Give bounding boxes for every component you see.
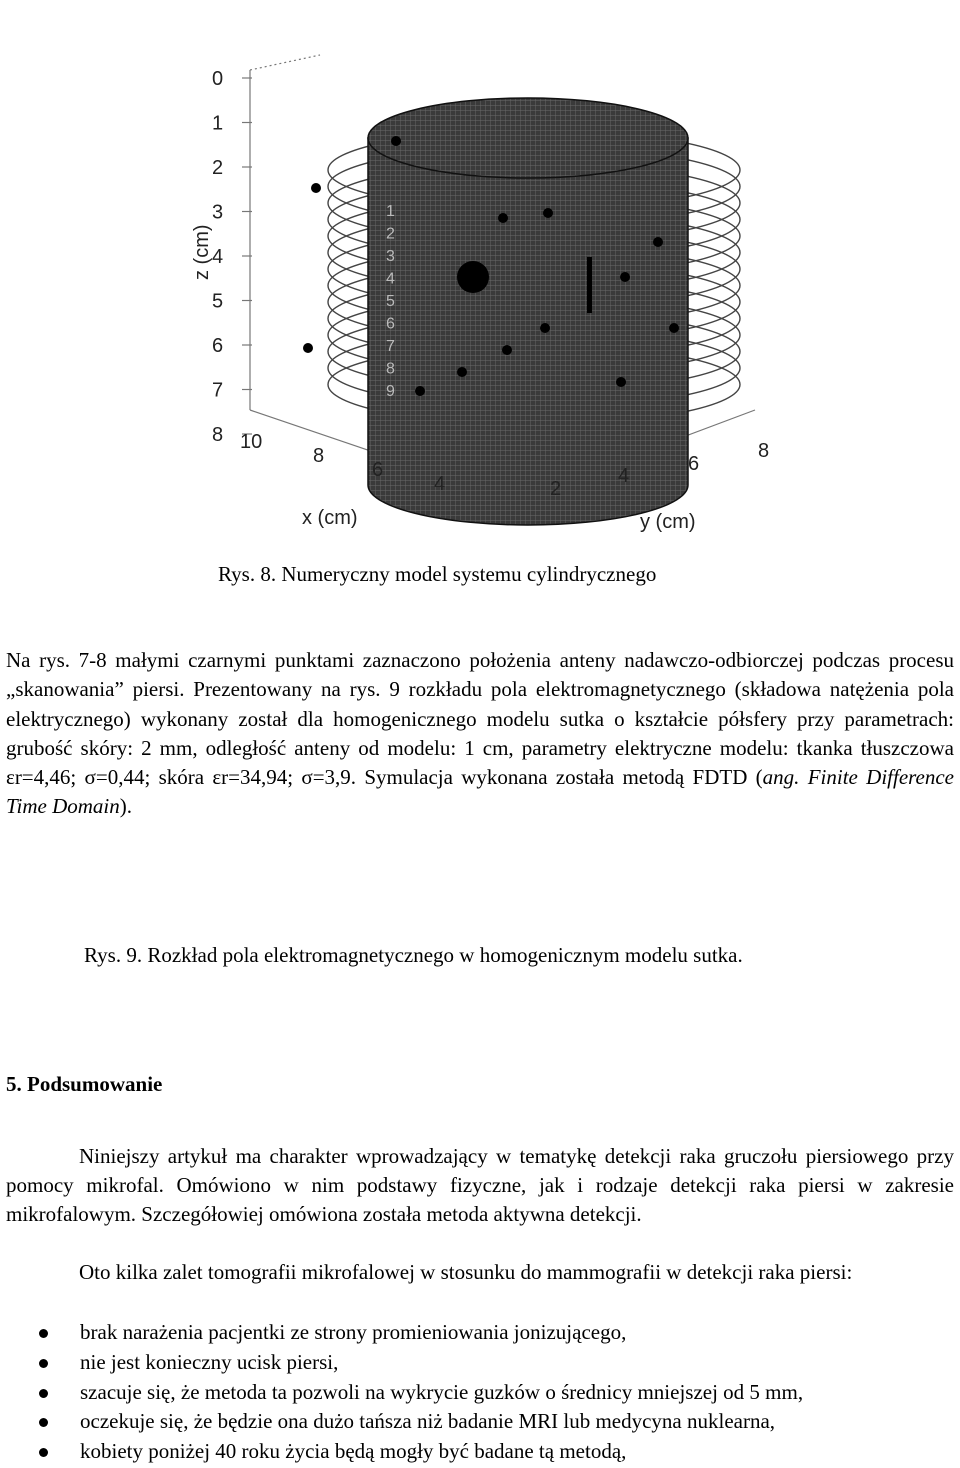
- z-tick-label: 7: [212, 379, 224, 402]
- paragraph-end: ).: [119, 794, 133, 819]
- list-item: nie jest konieczny ucisk piersi,: [0, 1348, 960, 1378]
- x-tick-label: 10: [240, 431, 263, 453]
- antenna-point: [457, 367, 467, 377]
- antenna-point: [415, 386, 425, 396]
- inner-tick-label: 3: [386, 248, 395, 265]
- list-item: oczekuje się, że będzie ona dużo tańsza niż badanie MRI lub medycyna nuklearna,: [0, 1407, 960, 1437]
- z-tick-label: 1: [212, 112, 224, 135]
- x-tick-label: 4: [434, 473, 446, 495]
- bullet-icon: [39, 1329, 48, 1338]
- z-axis-label: z (cm): [191, 224, 213, 280]
- antenna-point: [303, 343, 313, 353]
- inner-scale-labels: [386, 203, 395, 400]
- y-tick-label: 8: [758, 440, 770, 462]
- paragraph-antenna-description: [6, 646, 954, 822]
- inner-tick-label: 8: [386, 360, 395, 378]
- z-tick-label: 4: [212, 246, 224, 268]
- inner-tick-label: 7: [386, 338, 395, 355]
- antenna-point: [616, 377, 626, 387]
- inner-tick-label: 9: [386, 383, 395, 400]
- z-tick-label: 0: [212, 68, 224, 90]
- z-tick-label: 5: [212, 290, 224, 313]
- section-heading: 5. Podsumowanie: [6, 1072, 163, 1096]
- inner-tick-label: 5: [386, 293, 395, 310]
- antenna-point: [653, 237, 663, 247]
- y-axis-label: y (cm): [640, 511, 696, 533]
- x-tick-label: 8: [313, 445, 325, 467]
- bullet-icon: [39, 1418, 48, 1427]
- antenna-point: [311, 183, 321, 193]
- summary-paragraph-2: [6, 1258, 954, 1287]
- figure-9-caption: Rys. 9. Rozkład pola elektromagnetycznego w homogenicznym modelu sutka.: [84, 943, 743, 967]
- antenna-point: [620, 272, 630, 282]
- z-tick-label: 8: [212, 424, 224, 446]
- bullet-icon: [39, 1359, 48, 1368]
- tissue-cylinder: [368, 98, 688, 525]
- antenna-point: [540, 323, 550, 333]
- y-tick-label: 2: [550, 478, 562, 500]
- inner-tick-label: 6: [386, 315, 395, 333]
- inner-tick-label: 4: [386, 270, 395, 288]
- advantages-list: [0, 1318, 960, 1467]
- x-tick-label: 6: [372, 459, 384, 481]
- antenna-point: [669, 323, 679, 333]
- bullet-icon: [39, 1389, 48, 1398]
- z-axis-ticks: [212, 68, 252, 446]
- tumor-marker: [457, 261, 489, 293]
- y-tick-label: 6: [688, 453, 700, 475]
- z-tick-label: 6: [212, 335, 224, 357]
- ang-term: ang. Finite Difference Time Domain: [6, 765, 954, 819]
- list-item: kobiety poniżej 40 roku życia będą mogły być badane tą metodą,: [0, 1437, 960, 1467]
- antenna-point: [498, 213, 508, 223]
- paragraph-text: Na rys. 7-8 małymi czarnymi punktami zaznaczono położenia anteny nadawczo-odbiorczej podczas procesu „skanowania” piersi. Prezentowany na rys. 9 rozkładu pola elektromagnetycznego (składowa natężenia pola elektrycznego) wykonany został dla homogenicznego modelu sutka o kształcie półsfery przy parametrach: grubość skóry: 2 mm, odległość anteny od modelu: 1 cm, parametry elektryczne modelu: tkanka tłuszczowa εr=4,46; σ=0,44; skóra εr=34,94; σ=3,9. Symulacja wykonana została metodą FDTD (: [6, 648, 954, 790]
- inner-tick-label: 1: [386, 203, 395, 220]
- probe-marker: [587, 257, 592, 313]
- antenna-point: [502, 345, 512, 355]
- figure-8-caption: Rys. 8. Numeryczny model systemu cylindrycznego: [218, 562, 657, 586]
- summary-text-1: Niniejszy artykuł ma charakter wprowadzający w tematykę detekcji raka gruczołu piersiowego przy pomocy mikrofal. Omówiono w nim podstawy fizyczne, jak i rodzaje detekcji raka piersi w zakresie mikrofalowym. Szczegółowiej omówiona została metoda aktywna detekcji.: [6, 1144, 954, 1226]
- summary-text-2: Oto kilka zalet tomografii mikrofalowej w stosunku do mammografii w detekcji raka piersi:: [79, 1260, 853, 1284]
- y-tick-label: 4: [618, 465, 630, 487]
- summary-paragraph-1: [6, 1142, 954, 1229]
- bullet-icon: [39, 1448, 48, 1457]
- z-tick-label: 3: [212, 201, 224, 224]
- list-item: szacuje się, że metoda ta pozwoli na wykrycie guzków o średnicy mniejszej od 5 mm,: [0, 1378, 960, 1408]
- cylindrical-model-figure: [180, 20, 800, 540]
- list-item: brak narażenia pacjentki ze strony promieniowania jonizującego,: [0, 1318, 960, 1348]
- antenna-point: [391, 136, 401, 146]
- inner-tick-label: 2: [386, 225, 395, 243]
- antenna-point: [543, 208, 553, 218]
- x-axis-label: x (cm): [302, 507, 358, 529]
- z-tick-label: 2: [212, 157, 224, 179]
